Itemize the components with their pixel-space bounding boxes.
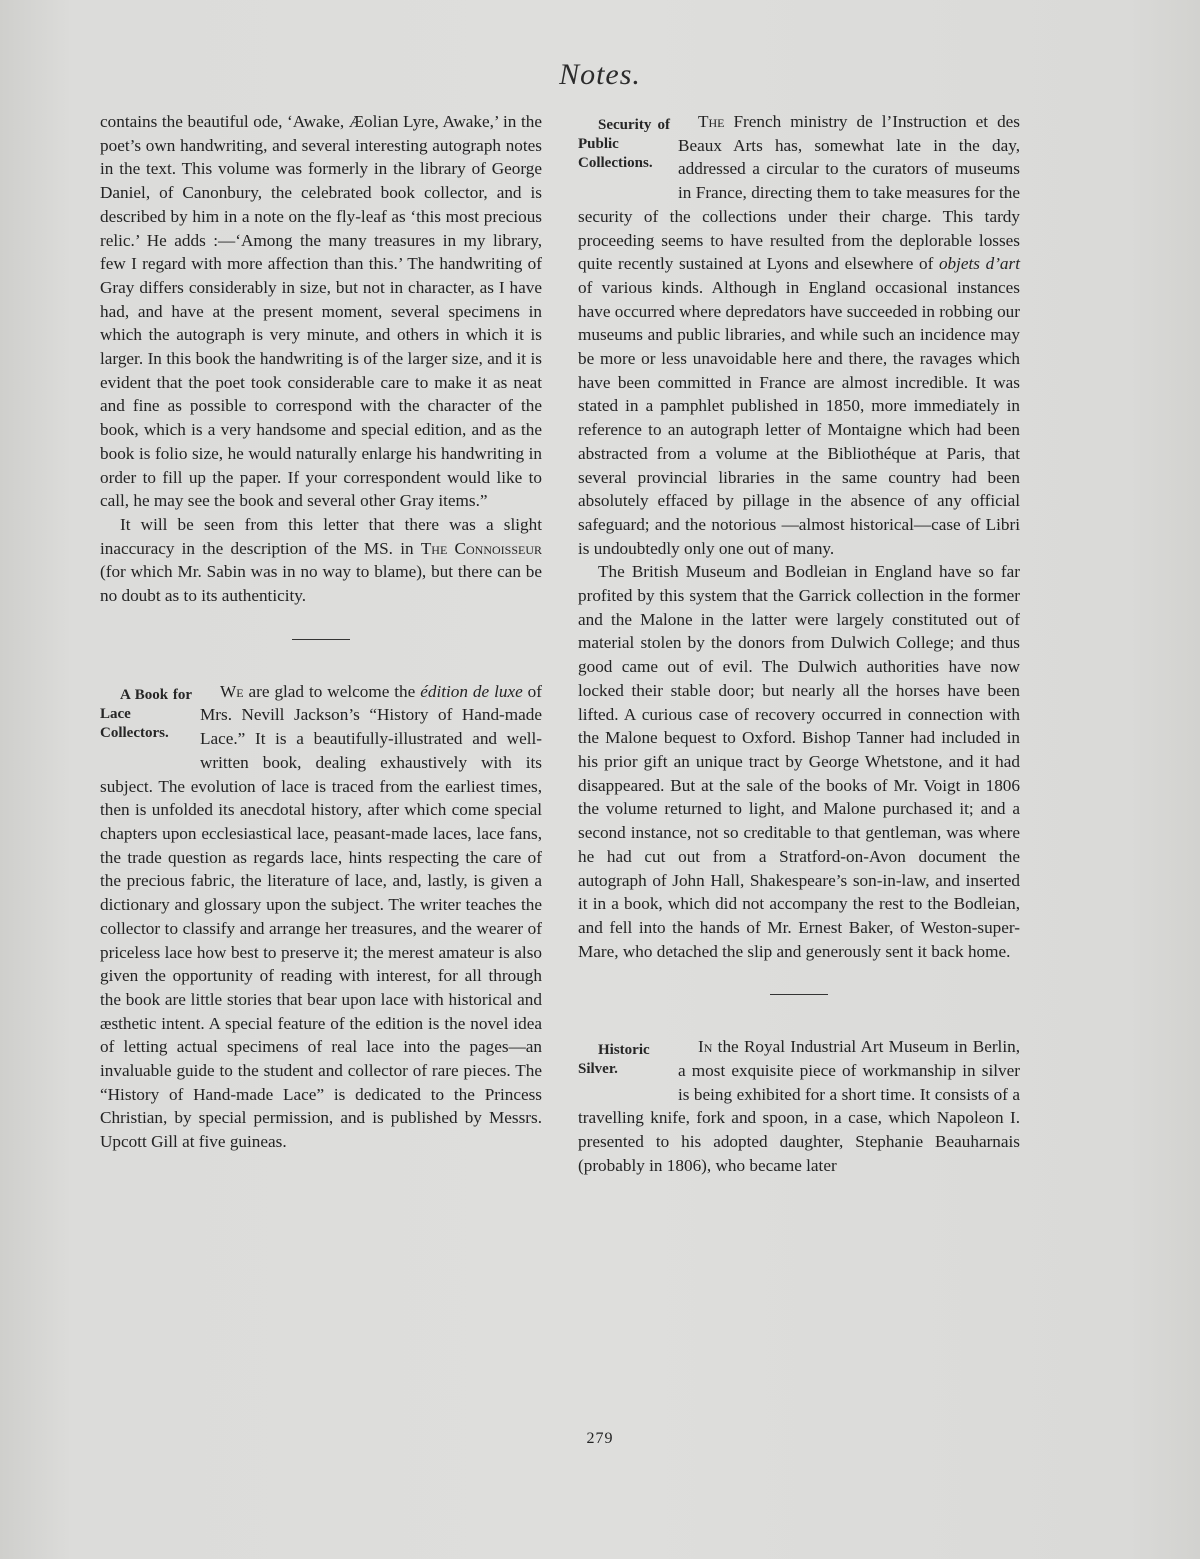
text-span: are glad to welcome the [243, 681, 421, 701]
sidenote-silver: Historic Silver. [578, 1042, 650, 1078]
section-divider [292, 639, 350, 640]
text-span: It will be seen from this letter that there was a slight inaccuracy in the description of the MS. in [100, 514, 542, 558]
italic-phrase: édition de luxe [420, 681, 523, 701]
lead-word: The [698, 112, 725, 131]
silver-paragraph [578, 1035, 1020, 1177]
text-span: (for which Mr. Sabin was in no way to blame), but there can be no doubt as to its authenticity. [100, 562, 542, 606]
section-divider [770, 994, 828, 995]
sidenote-lace: A Book for Lace Collectors. [100, 686, 192, 741]
lead-word: In [698, 1037, 713, 1057]
text-span: French ministry de l’Instruction et des Beaux Arts has, somewhat late in the day, addressed a circular to the curators of museums in France, directing them to take measures for the security of the collections under their charge. This tardy proceeding seems to have resulted from the deplorable losses quite recently sustained at Lyons and elsewhere of [578, 112, 1020, 274]
left-column [100, 110, 542, 1154]
lead-word: We [220, 681, 244, 701]
lace-book-paragraph [100, 680, 542, 1154]
sidenote-security: Security of Public Collections. [578, 117, 670, 171]
text-span: of various kinds. Although in England occasional instances have occurred where depredators have succeeded in robbing our museums and public libraries, and while such an incidence may be more or less unavoidable here and there, the ravages which have been committed in France are almost incredible. It was stated in a pamphlet published in 1850, more immediately in reference to an autograph letter of Montaigne which had been abstracted from a volume at the Bibliothéque at Paris, that several provincial libraries in the same country had been absolutely effaced by pillage in the absence of any official safeguard; and the notorious —almost historical—case of Libri is undoubtedly only one out of many. [578, 277, 1020, 558]
right-column [578, 110, 1020, 1178]
italic-phrase: objets d’art [938, 254, 1020, 274]
magazine-name: The Connoisseur [420, 538, 543, 558]
security-paragraph [578, 110, 1020, 560]
page-number: 279 [586, 1430, 614, 1447]
museum-paragraph: The British Museum and Bodleian in England have so far profited by this system that the Garrick collection in the former and the Malone in the latter were largely constituted out of material stolen by the donors from Dulwich College; and thus good came out of evil. The Dulwich authorities have now locked their stable door; but nearly all the horses have been lifted. A curious case of recovery occurred in connection with the Malone bequest to Oxford. Bishop Tanner had included in his prior gift an unique tract by George Whetstone, and it had disappeared. But at the sale of the books of Mr. Voigt in 1806 the volume returned to light, and Malone purchased it; and a second instance, not so creditable to that gentleman, was where he had cut out from a Stratford-on-Avon document the autograph of John Hall, Shakespeare’s son-in-law, and inserted it in a book, which did not accompany the rest to the Bodleian, and fell into the hands of Mr. Ernest Baker, of Weston-super-Mare, who detached the slip and generously sent it back home. [578, 562, 1020, 961]
text-span: the Royal Industrial Art Museum in Berlin, a most exquisite piece of workmanship in silver is being exhibited for a short time. It consists of a travelling knife, fork and spoon, in a case, which Napoleon I. presented to his adopted daughter, Stephanie Beauharnais (probably in 1806), who became later [578, 1037, 1020, 1175]
text-span: of Mrs. Nevill Jackson’s “History of Hand-made Lace.” It is a beautifully-illustrated and well-written book, dealing exhaustively with its subject. The evolution of lace is traced from the earliest times, then is unfolded its anecdotal history, after which come special chapters upon ecclesiastical lace, peasant-made laces, lace fans, the trade question as regards lace, hints respecting the care of the precious fabric, the literature of lace, and, lastly, is given a dictionary and glossary upon the subject. The writer teaches the collector to classify and arrange her treasures, and the wearer of priceless lace how best to preserve it; the merest amateur is also given the opportunity of reading with interest, for all through the book are little stories that bear upon lace with historical and æsthetic intent. A special feature of the edition is the novel idea of letting actual specimens of real lace into the pages—an invaluable guide to the student and collector of rare pieces. The “History of Hand-made Lace” is dedicated to the Princess Christian, by special permission, and is published by Messrs. Upcott Gill at five guineas. [100, 681, 542, 1152]
running-head: Notes. [559, 58, 641, 91]
gray-letter-continuation: contains the beautiful ode, ‘Awake, Æolian Lyre, Awake,’ in the poet’s own handwriting, and several interesting autograph notes in the text. This volume was formerly in the library of George Daniel, of Canonbury, the celebrated book collector, and is described by him in a note on the fly-leaf as ‘this most precious relic.’ He adds :—‘Among the many treasures in my library, few I regard with more affection than this.’ The handwriting of Gray differs considerably in size, but not in character, as I have had, and have at the present moment, several specimens in which the autograph is very minute, and others in which it is larger. In this book the handwriting is of the larger size, and it is evident that the poet took considerable care to make it as neat and fine as possible to correspond with the character of the book, which is a very handsome and special edition, and as the book is folio size, he would naturally enlarge his handwriting in order to fill up the paper. If your correspondent would like to call, he may see the book and several other Gray items.” [100, 112, 542, 511]
authenticity-paragraph [100, 513, 542, 608]
